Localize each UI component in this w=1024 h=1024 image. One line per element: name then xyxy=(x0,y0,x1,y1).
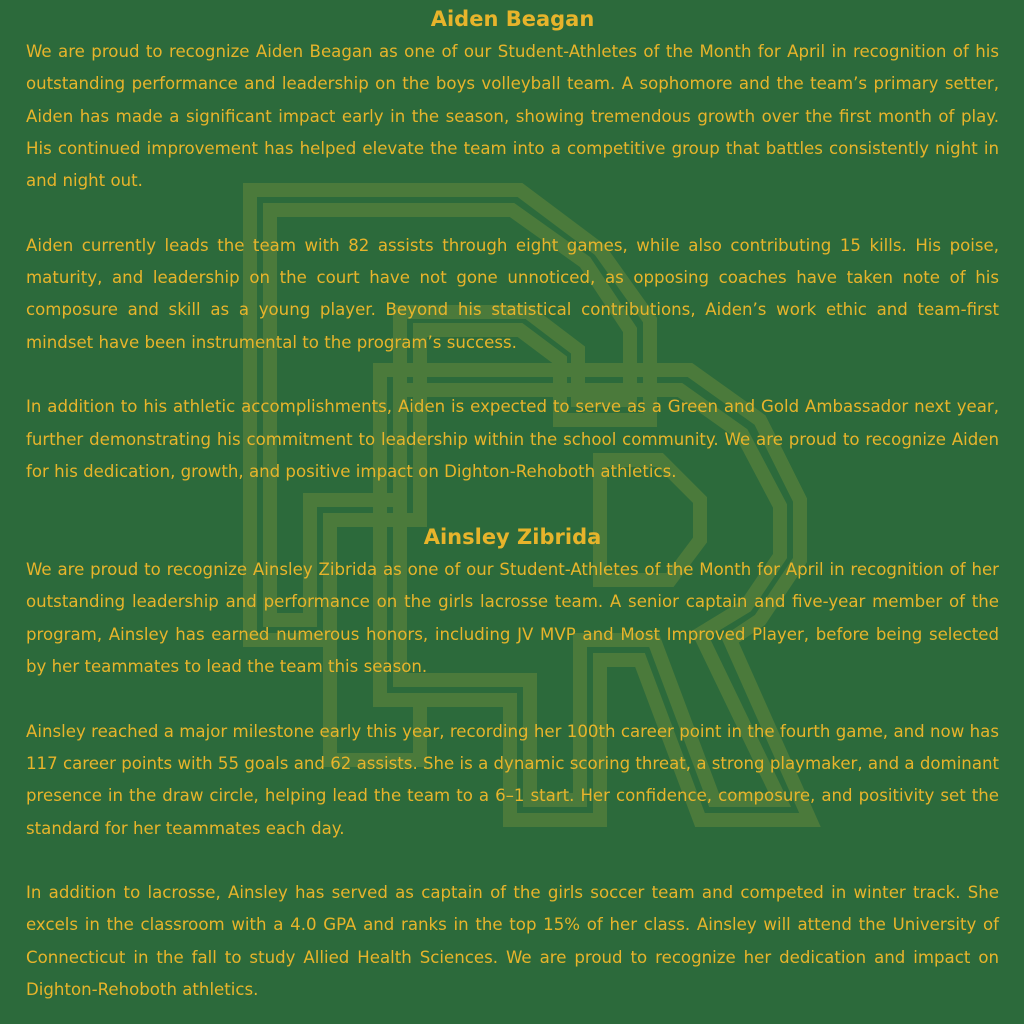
athlete-paragraph: In addition to his athletic accomplishments, Aiden is expected to serve as a Green and Gold Ambassador next year, further demonstrating his commitment to leadership within the school community. We are proud to recognize Aiden for his dedication, growth, and positive impact on Dighton-Rehoboth athletics. xyxy=(26,397,999,481)
athlete-name-heading: Ainsley Zibrida xyxy=(423,525,602,550)
athlete-paragraph: We are proud to recognize Aiden Beagan as one of our Student-Athletes of the Month for April in recognition of his outstanding performance and leadership on the boys volleyball team. A sophomore and the team’s primary setter, Aiden has made a significant impact early in the season, showing tremendous growth over the first month of play. His continued improvement has helped elevate the team into a competitive group that battles consistently night in and night out. xyxy=(26,42,999,191)
athlete-paragraph: Ainsley reached a major milestone early this year, recording her 100th career point in the fourth game, and now has 117 career points with 55 goals and 62 assists. She is a dynamic scoring threat, a strong playmaker, and a dominant presence in the draw circle, helping lead the team to a 6–1 start. Her confidence, composure, and positivity set the standard for her teammates each day. xyxy=(26,721,1000,838)
athlete-paragraph: We are proud to recognize Ainsley Zibrida as one of our Student-Athletes of the Month for April in recognition of her outstanding leadership and performance on the girls lacrosse team. A senior captain and five-year member of the program, Ainsley has earned numerous honors, including JV MVP and Most Improved Player, before being selected by her teammates to lead the team this season. xyxy=(26,560,999,677)
athlete-paragraph: Aiden currently leads the team with 82 assists through eight games, while also contributing 15 kills. His poise, maturity, and leadership on the court have not gone unnoticed, as opposing coaches have taken note of his composure and skill as a young player. Beyond his statistical contributions, Aiden’s work ethic and team-first mindset have been instrumental to the program’s success. xyxy=(26,235,999,352)
content xyxy=(26,0,999,1006)
athlete-paragraph: In addition to lacrosse, Ainsley has served as captain of the girls soccer team and competed in winter track. She excels in the classroom with a 4.0 GPA and ranks in the top 15% of her class. Ainsley will attend the University of Connecticut in the fall to study Allied Health Sciences. We are proud to recognize her dedication and impact on Dighton-Rehoboth athletics. xyxy=(26,883,999,1000)
athlete-name-heading: Aiden Beagan xyxy=(430,7,595,31)
